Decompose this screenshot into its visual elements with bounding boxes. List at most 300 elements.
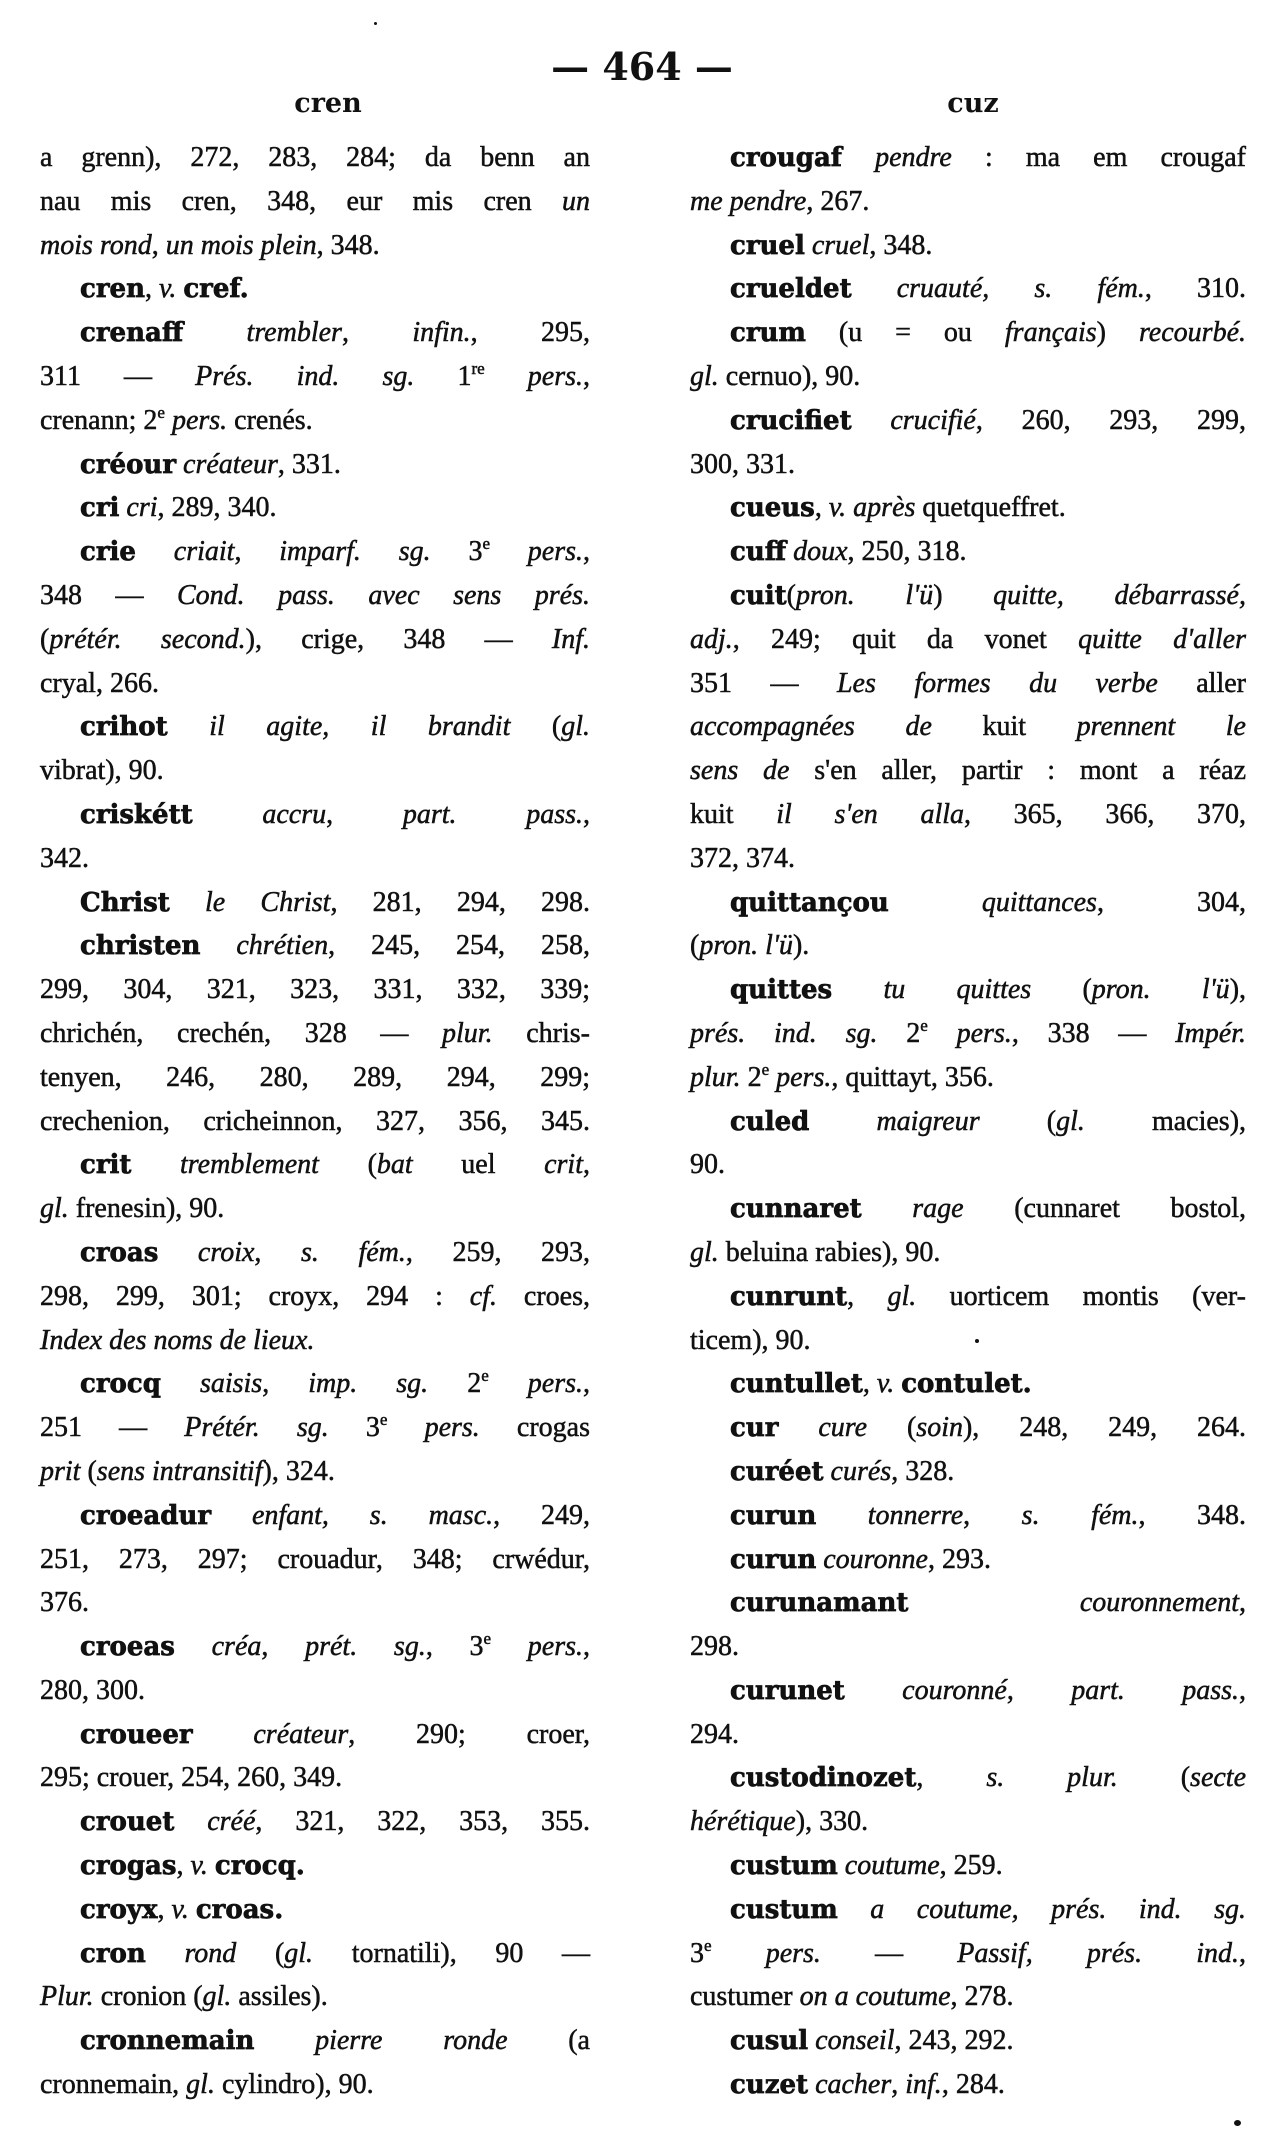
italic-gloss: Cond. pass. avec sens prés. <box>176 579 590 611</box>
index-entry-line <box>690 1844 1246 1888</box>
index-continuation-line <box>690 355 1246 399</box>
italic-gloss: tonnerre <box>867 1499 964 1531</box>
text: frenesin), 90. <box>68 1193 225 1225</box>
index-continuation-line <box>40 574 590 618</box>
text: — <box>820 1937 958 1969</box>
text: beluina rabies), 90. <box>718 1236 941 1268</box>
italic-gloss: plur. <box>690 1061 741 1093</box>
italic-gloss: part. pass. <box>402 798 584 830</box>
headword: cusul <box>730 2026 809 2057</box>
text: 3 <box>328 1412 380 1444</box>
text <box>838 1894 871 1925</box>
text: , 289, 340. <box>157 492 277 524</box>
index-entry-line <box>690 1756 1246 1800</box>
index-entry-line <box>690 224 1246 268</box>
index-entry-line <box>690 311 1246 355</box>
italic-gloss: cacher <box>815 2069 892 2101</box>
italic-gloss: v. après <box>828 492 916 524</box>
italic-gloss: pendre <box>875 142 952 173</box>
text: 342. <box>40 842 89 874</box>
italic-gloss: rage <box>912 1193 964 1225</box>
italic-gloss: tu quittes <box>883 974 1032 1006</box>
text: nau mis cren, 348, eur mis cren <box>40 185 562 217</box>
text: , <box>1239 1674 1247 1706</box>
text <box>193 1719 254 1750</box>
text: , <box>341 317 413 349</box>
italic-gloss: s. fém. <box>1021 1499 1139 1531</box>
text: , <box>583 360 590 392</box>
index-continuation-line <box>690 1056 1246 1100</box>
italic-gloss: accompagnées de <box>690 711 932 743</box>
text: 298. <box>690 1631 739 1663</box>
italic-gloss: créateur <box>253 1718 349 1750</box>
headword: custum <box>730 1851 838 1882</box>
text <box>908 1587 1080 1618</box>
index-entry-line <box>690 1669 1246 1713</box>
text: ( <box>80 1455 97 1487</box>
italic-gloss: tremblement <box>180 1149 319 1181</box>
italic-gloss: couronné <box>902 1674 1007 1706</box>
text: (u = ou <box>805 317 1005 349</box>
text: : ma em crougaf <box>951 142 1247 173</box>
text: , 348. <box>869 229 933 261</box>
text: ( <box>690 930 700 962</box>
running-head-right: cuz <box>947 88 999 119</box>
index-continuation-line <box>40 1669 590 1713</box>
text: ( <box>40 623 50 655</box>
italic-gloss: pers. <box>765 1937 821 1969</box>
italic-gloss: Plur. <box>40 1981 94 2013</box>
index-continuation-line <box>40 1100 590 1144</box>
text <box>842 142 875 173</box>
index-entry-line <box>40 1231 590 1275</box>
index-entry-line <box>40 1143 590 1187</box>
italic-gloss: enfant, s. masc. <box>251 1499 494 1531</box>
headword: cuzet <box>730 2070 809 2101</box>
headword: quittançou <box>730 887 889 918</box>
text: cronnemain, <box>40 2069 187 2101</box>
italic-gloss: couronne <box>823 1543 928 1575</box>
headword: cruel <box>730 230 805 261</box>
text: , <box>1006 1674 1072 1706</box>
text: , 259. <box>939 1850 1003 1882</box>
text <box>808 2069 815 2100</box>
text: , <box>157 1893 172 1925</box>
text: , <box>583 798 591 830</box>
text: chris- <box>492 1017 590 1049</box>
headword: crougaf <box>730 143 842 173</box>
text: , 348. <box>1138 1499 1247 1531</box>
headword: cueus <box>730 493 815 524</box>
text: , <box>254 1236 301 1268</box>
text: ticem), 90. <box>690 1324 811 1356</box>
italic-gloss: soin <box>916 1412 963 1444</box>
italic-gloss: gl. <box>40 1193 69 1225</box>
text: ( <box>510 711 562 743</box>
index-entry-line <box>40 1625 590 1669</box>
text <box>170 887 205 918</box>
text: vibrat), 90. <box>40 755 164 787</box>
text: , 249, <box>493 1499 591 1531</box>
text <box>778 1412 818 1443</box>
superscript: re <box>471 358 485 378</box>
text: 348 — <box>40 579 177 611</box>
text: 251 — <box>40 1412 185 1444</box>
italic-gloss: sens de <box>690 755 790 787</box>
italic-gloss: pers. <box>488 1368 584 1400</box>
index-entry-line <box>690 1275 1246 1319</box>
italic-gloss: créateur <box>183 448 278 480</box>
index-entry-line <box>690 1362 1246 1406</box>
text <box>862 1193 913 1224</box>
italic-gloss: pers. <box>491 1631 584 1663</box>
text: , <box>862 1368 877 1400</box>
index-entry-line <box>690 1406 1246 1450</box>
italic-gloss: recourbé. <box>1138 317 1246 349</box>
index-continuation-line <box>40 399 590 443</box>
headword: cuntullet <box>730 1369 863 1400</box>
text: , 245, 254, 258, <box>328 930 591 962</box>
text: cryal, 266. <box>40 667 159 699</box>
italic-gloss: pron. l'ü <box>795 579 934 611</box>
italic-gloss: pron. l'ü <box>699 930 793 962</box>
text <box>805 230 812 261</box>
text <box>161 1368 200 1399</box>
text: , 281, 294, 298. <box>330 886 590 918</box>
index-entry-line <box>40 1844 590 1888</box>
text <box>838 1850 845 1881</box>
italic-gloss: inf. <box>905 2069 942 2101</box>
text <box>158 1237 198 1268</box>
index-entry-line <box>40 705 590 749</box>
text: cernuo), 90. <box>718 360 861 392</box>
headword: criskétt <box>80 799 193 830</box>
index-entry-line <box>690 399 1246 443</box>
italic-gloss: criait <box>173 536 235 568</box>
headword: crouet <box>80 1807 175 1838</box>
headword: cunnaret <box>730 1194 862 1225</box>
text <box>193 799 263 830</box>
italic-gloss: plur. <box>442 1017 493 1049</box>
text: 251, 273, 297; crouadur, 348; crwédur, <box>40 1543 590 1575</box>
italic-gloss: trembler <box>246 317 342 349</box>
text: tenyen, 246, 280, 289, 294, 299; <box>40 1061 590 1093</box>
italic-gloss: v. <box>190 1850 208 1882</box>
text: , 284. <box>941 2069 1005 2101</box>
index-entry-line <box>690 530 1246 574</box>
text: custumer <box>690 1981 800 2013</box>
index-entry-line <box>40 1362 590 1406</box>
index-continuation-line <box>40 355 590 399</box>
italic-gloss: pers. <box>927 1017 1012 1049</box>
text: 1 <box>457 360 472 392</box>
text: ), 248, 249, 264. <box>962 1412 1247 1444</box>
text: , 295, <box>470 317 591 349</box>
headword: crum <box>730 318 806 349</box>
text: 294. <box>690 1718 739 1750</box>
text: , 321, 322, 353, 355. <box>255 1806 591 1838</box>
headword: cren <box>80 274 145 305</box>
text <box>189 1894 196 1925</box>
italic-gloss: prennent le <box>1076 711 1246 743</box>
italic-gloss: doux <box>793 536 848 568</box>
text: ), crige, 348 — <box>245 623 552 655</box>
italic-gloss: il s'en alla <box>776 798 964 830</box>
text <box>845 1675 902 1706</box>
text <box>168 711 210 742</box>
index-continuation-line <box>40 749 590 793</box>
italic-gloss: rond <box>184 1937 237 1969</box>
headword: crihot <box>80 712 168 743</box>
index-continuation-line <box>40 968 590 1012</box>
text: uel <box>412 1149 545 1181</box>
index-continuation-line <box>40 837 590 881</box>
italic-gloss: pierre ronde <box>315 2025 508 2057</box>
superscript: e <box>481 1366 489 1386</box>
index-continuation-line <box>40 1187 590 1231</box>
text: 3 <box>690 1937 704 1969</box>
index-continuation-line <box>40 1538 590 1582</box>
text: , 3 <box>425 1631 484 1663</box>
index-entry-line <box>690 1494 1246 1538</box>
text: aller <box>1157 667 1246 699</box>
index-entry-line <box>40 1932 590 1976</box>
index-entry-line <box>40 1713 590 1757</box>
text: , 243, 292. <box>894 2025 1014 2057</box>
index-continuation-line <box>40 1056 590 1100</box>
index-continuation-line <box>690 705 1246 749</box>
superscript: e <box>157 402 165 422</box>
italic-gloss: gl. <box>202 1981 232 2013</box>
text: , 290; croer, <box>348 1718 591 1750</box>
italic-gloss: pron. l'ü <box>1091 974 1230 1006</box>
italic-gloss: coutume <box>844 1850 940 1882</box>
headword: crie <box>80 537 136 568</box>
text: ( <box>867 1412 917 1444</box>
headword: cref. <box>183 274 249 305</box>
headword: crocq. <box>214 1851 305 1882</box>
italic-gloss: prés. ind. sg. <box>690 1017 878 1049</box>
text: , <box>583 1368 591 1400</box>
text: , <box>234 536 280 568</box>
text: ( <box>1031 974 1092 1006</box>
text: , 348. <box>316 229 380 261</box>
text: kuit <box>931 711 1077 743</box>
text: assiles). <box>231 1981 328 2013</box>
italic-gloss: conseil <box>815 2025 895 2057</box>
superscript: e <box>704 1935 712 1955</box>
headword: christen <box>80 931 201 962</box>
text: chrichén, crechén, 328 — <box>40 1017 443 1049</box>
text <box>816 1500 868 1531</box>
text: , 304, <box>1096 886 1246 918</box>
text <box>852 273 897 304</box>
italic-gloss: quitte d'aller <box>1078 623 1246 655</box>
italic-gloss: prit <box>40 1455 81 1487</box>
text <box>832 974 883 1005</box>
headword: cuit <box>730 580 787 611</box>
italic-gloss: Inf. <box>551 623 590 655</box>
headword: crocq <box>80 1369 161 1400</box>
text: , <box>583 1149 590 1181</box>
headword: croueer <box>80 1719 193 1750</box>
italic-gloss: pers. <box>490 536 584 568</box>
index-continuation-line <box>690 1012 1246 1056</box>
index-continuation-line <box>40 1012 590 1056</box>
text: uorticem montis (ver- <box>916 1280 1247 1312</box>
headword: crenaff <box>80 318 184 349</box>
italic-gloss: v. <box>876 1368 895 1400</box>
text: , 293. <box>927 1543 991 1575</box>
italic-gloss: bat <box>376 1149 413 1181</box>
italic-gloss: imparf. sg. <box>279 536 431 568</box>
text: (a <box>507 2025 590 2057</box>
text: 280, 300. <box>40 1674 145 1706</box>
italic-gloss: quitte, débarrassé, <box>993 579 1246 611</box>
index-continuation-line <box>40 180 590 224</box>
index-continuation-line <box>40 1275 590 1319</box>
index-continuation-line <box>40 1975 590 2019</box>
index-continuation-line <box>690 1800 1246 1844</box>
text: , <box>144 273 159 305</box>
index-entry-line <box>40 1888 590 1932</box>
text: , <box>151 229 166 261</box>
italic-gloss: gl. <box>690 1236 719 1268</box>
text: s'en aller, partir : mont a réaz <box>789 755 1246 787</box>
index-entry-line <box>40 486 590 530</box>
italic-gloss: cure <box>818 1412 868 1444</box>
headword: cuff <box>730 537 787 568</box>
index-entry-line <box>690 486 1246 530</box>
text: 300, 331. <box>690 448 795 480</box>
text: ( <box>786 579 796 611</box>
italic-gloss: s. fém. <box>300 1236 406 1268</box>
headword: cron <box>80 1938 146 1969</box>
text <box>824 1456 831 1487</box>
text <box>175 1631 212 1662</box>
text <box>208 1850 215 1881</box>
italic-gloss: me pendre <box>690 185 807 217</box>
italic-gloss: secte <box>1190 1762 1247 1794</box>
italic-gloss: pers. <box>769 1061 832 1093</box>
italic-gloss: Passif, prés. ind. <box>957 1937 1240 1969</box>
index-entry-line <box>40 924 590 968</box>
text: 298, 299, 301; croyx, 294 : <box>40 1280 470 1312</box>
text: ). <box>792 930 810 962</box>
italic-gloss: crucifié <box>890 404 976 436</box>
italic-gloss: un mois plein <box>165 229 317 261</box>
text: a grenn), 272, 283, 284; da benn an <box>40 142 590 173</box>
italic-gloss: gl. <box>1056 1105 1085 1137</box>
text: , 259, 293, <box>405 1236 590 1268</box>
index-continuation-line <box>690 1143 1246 1187</box>
index-continuation-line <box>690 1319 1246 1363</box>
index-continuation-line <box>690 749 1246 793</box>
text: ) <box>933 579 994 611</box>
italic-gloss: pers. <box>387 1412 480 1444</box>
text: ( <box>1117 1762 1191 1794</box>
italic-gloss: cf. <box>469 1280 498 1312</box>
headword: cur <box>730 1413 779 1444</box>
italic-gloss: adj. <box>690 623 733 655</box>
index-continuation-line <box>40 2063 590 2107</box>
text: 311 — <box>40 360 196 392</box>
headword: curéet <box>730 1456 824 1487</box>
superscript: e <box>920 1015 928 1035</box>
text: , <box>814 492 829 524</box>
text: , <box>583 536 591 568</box>
text <box>889 887 982 918</box>
text: ), 330. <box>795 1806 869 1838</box>
text: croes, <box>497 1280 591 1312</box>
index-entry-line <box>40 530 590 574</box>
headword: curun <box>730 1544 817 1575</box>
headword: croyx <box>80 1894 158 1925</box>
headword: cunrunt <box>730 1281 848 1312</box>
italic-gloss: infin. <box>412 317 471 349</box>
text: , <box>847 1280 888 1312</box>
headword: curunet <box>730 1675 845 1706</box>
text: 3 <box>430 536 483 568</box>
index-continuation-line <box>690 1625 1246 1669</box>
text <box>176 449 183 480</box>
print-speck <box>975 1339 979 1343</box>
italic-gloss: cruel <box>811 229 870 261</box>
index-continuation-line <box>690 1713 1246 1757</box>
index-entry-line <box>40 1800 590 1844</box>
italic-gloss: crit <box>544 1149 583 1181</box>
text: , <box>261 1631 306 1663</box>
index-entry-line <box>40 793 590 837</box>
text <box>183 317 246 348</box>
index-entry-line <box>690 1538 1246 1582</box>
italic-gloss: curés <box>830 1455 892 1487</box>
text: quetqueffret. <box>915 492 1066 524</box>
text <box>809 1106 876 1137</box>
italic-gloss: accru <box>262 798 327 830</box>
text: , 310. <box>1144 273 1247 305</box>
index-continuation-line <box>690 1231 1246 1275</box>
headword: Christ <box>80 887 170 918</box>
italic-gloss: Index des noms de lieux. <box>40 1324 315 1356</box>
text: , <box>176 1850 191 1882</box>
index-continuation-line <box>690 924 1246 968</box>
index-continuation-line <box>40 662 590 706</box>
text: crogas <box>479 1412 591 1444</box>
index-entry-line <box>690 574 1246 618</box>
italic-gloss: Les formes du verbe <box>836 667 1158 699</box>
index-continuation-line <box>40 1406 590 1450</box>
index-continuation-line <box>40 136 590 180</box>
headword: cri <box>80 493 120 524</box>
text <box>200 930 236 961</box>
headword: croeadur <box>80 1500 212 1531</box>
italic-gloss: le Christ <box>205 886 331 918</box>
italic-gloss: v. <box>171 1893 189 1925</box>
index-entry-line <box>40 2019 590 2063</box>
text: 372, 374. <box>690 842 795 874</box>
italic-gloss: hérétique <box>690 1806 796 1838</box>
headword: curun <box>730 1500 817 1531</box>
text: 2 <box>877 1017 921 1049</box>
index-entry-line <box>690 2019 1246 2063</box>
index-entry-line <box>690 1581 1246 1625</box>
italic-gloss: cruauté, s. fém. <box>896 273 1145 305</box>
text: , 365, 366, 370, <box>964 798 1247 830</box>
index-continuation-line <box>690 1975 1246 2019</box>
text: crechenion, cricheinnon, 327, 356, 345. <box>40 1105 590 1137</box>
text: , 328. <box>891 1455 955 1487</box>
